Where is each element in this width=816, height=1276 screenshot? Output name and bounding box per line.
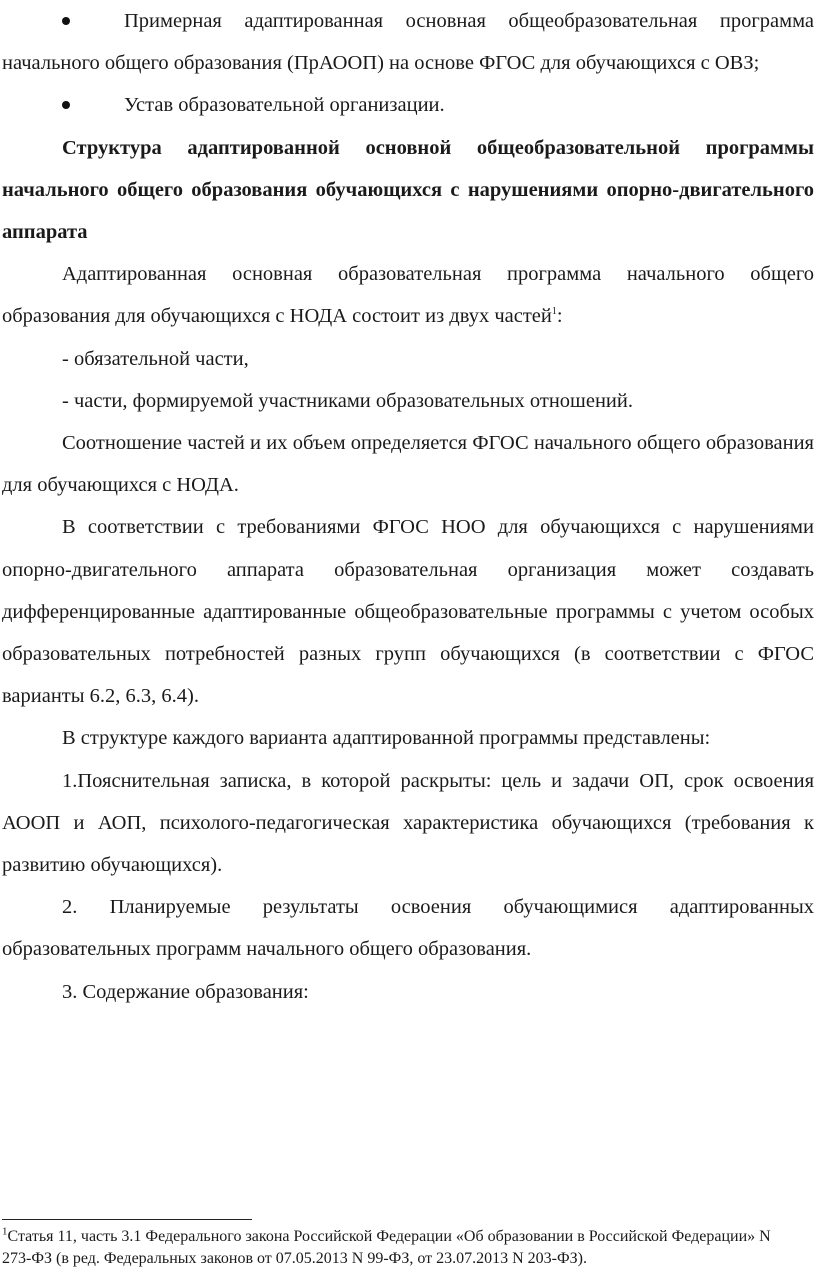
intro-text: Адаптированная основная образовательная программа начального общего образования для обучающихся с НОДА состоит из двух частей — [2, 263, 814, 328]
paragraph-intro — [2, 253, 814, 337]
footnote-separator — [2, 1219, 252, 1220]
footnote-marker: 1 — [2, 1225, 8, 1238]
list-item-2: 2. Планируемые результаты освоения обучающимися адаптированных образовательных программ начального общего образования. — [2, 896, 814, 961]
paragraph-part1: - обязательной части, — [62, 347, 249, 370]
bullet-item — [2, 84, 814, 126]
intro-end: : — [556, 305, 563, 328]
document-body — [2, 0, 814, 1013]
list-item-1: 1.Пояснительная записка, в которой раскрыты: цель и задачи ОП, срок освоения АООП и АОП, психолого-педагогическая характеристика обучающихся (требования к развитию обучающихся). — [2, 769, 814, 877]
paragraph-part2: - части, формируемой участниками образовательных отношений. — [62, 389, 633, 412]
bullet-text-rest: программа начального общего образования (ПрАООП) на основе ФГОС для обучающихся с ОВЗ; — [2, 10, 815, 75]
bullet-text-line1: Примерная адаптированная основная общеобразовательная — [124, 10, 698, 32]
bullet-icon — [62, 17, 70, 25]
footnote — [2, 1226, 802, 1270]
footnote-reference[interactable]: 1 — [551, 306, 557, 318]
bullet-item — [2, 0, 814, 84]
footnote-text: Статья 11, часть 3.1 Федерального закона Российской Федерации «Об образовании в Российской Федерации» N 273-ФЗ (в ред. Федеральных законов от 07.05.2013 N 99-ФЗ, от 23.07.2013 N 203-ФЗ). — [2, 1228, 771, 1267]
list-item-3: 3. Содержание образования: — [62, 980, 309, 1003]
bullet-text-line1: Устав образовательной организации. — [124, 94, 445, 117]
paragraph-requirements: В соответствии с требованиями ФГОС НОО для обучающихся с нарушениями опорно-двигательного аппарата образовательная организация может создавать дифференцированные адаптированные общеобразовательные программы с учетом особых образовательных потребностей разных групп обучающихся (в соответствии с ФГОС варианты 6.2, 6.3, 6.4). — [2, 516, 814, 708]
paragraph-structure: В структуре каждого варианта адаптированной программы представлены: — [62, 727, 711, 750]
paragraph-ratio: Соотношение частей и их объем определяется ФГОС начального общего образования для обучающихся с НОДА. — [2, 432, 814, 497]
section-heading: Структура адаптированной основной общеобразовательной программы начального общего образования обучающихся с нарушениями опорно-двигательного аппарата — [2, 136, 814, 244]
